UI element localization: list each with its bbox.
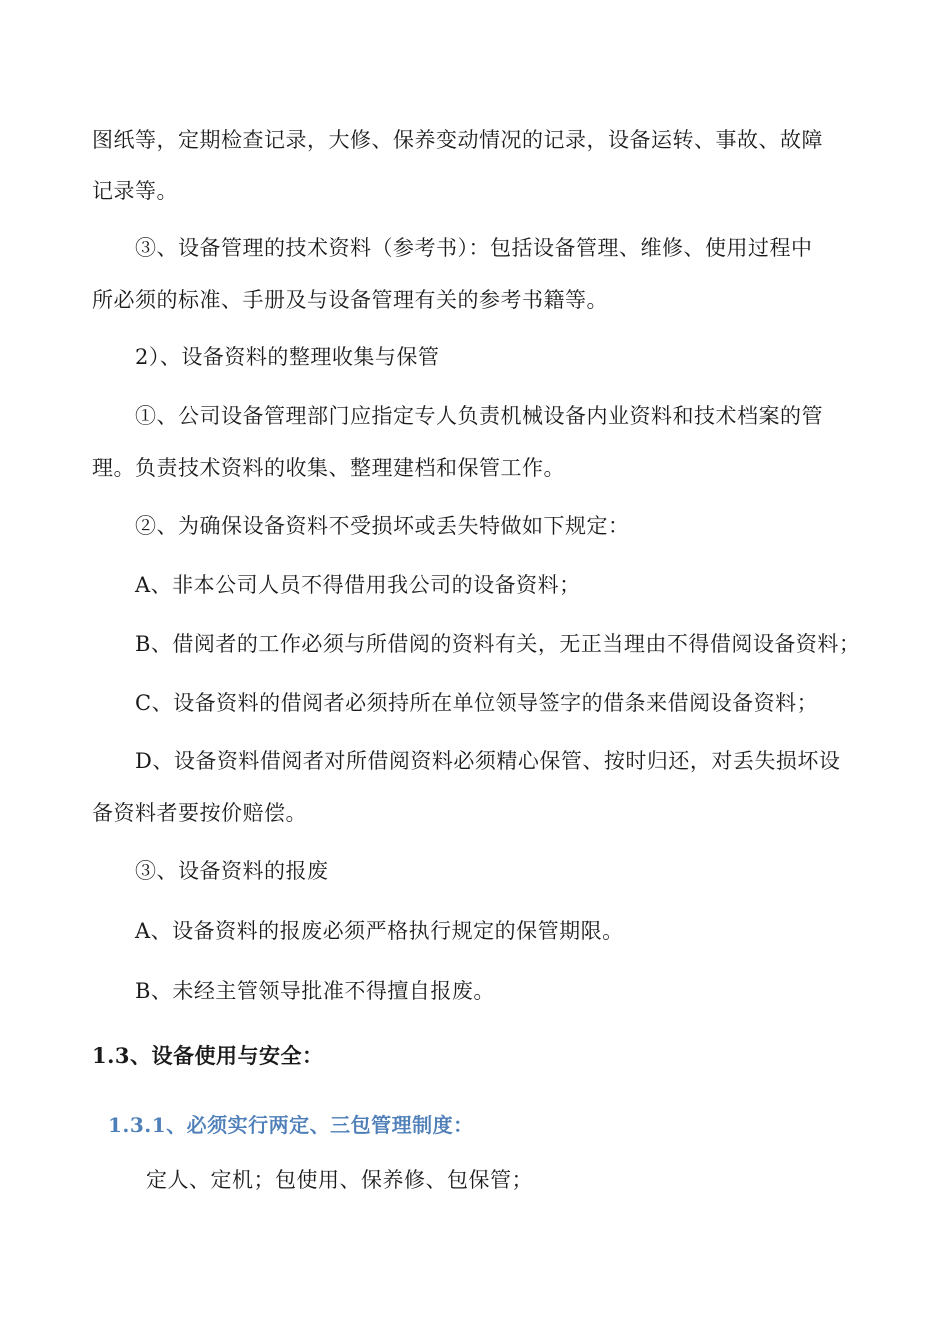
body-text-line: 定人、定机；包使用、保养修、包保管； [146,1168,533,1192]
list-item-3-technical-references: ③、设备管理的技术资料（参考书）：包括设备管理、维修、使用过程中 [135,236,813,260]
rule-d: D、设备资料借阅者对所借阅资料必须精心保管、按时归还，对丢失损坏设 [135,749,841,773]
section-1-3-heading: 1.3、设备使用与安全： [92,1043,324,1068]
rule-c: C、设备资料的借阅者必须持所在单位领导签字的借条来借阅设备资料； [135,691,819,715]
disposal-rule-a: A、设备资料的报废必须严格执行规定的保管期限。 [135,919,624,943]
list-item-3-disposal: ③、设备资料的报废 [135,859,329,883]
rule-a: A、非本公司人员不得借用我公司的设备资料； [135,573,581,597]
body-text-line: 理。负责技术资料的收集、整理建档和保管工作。 [92,456,565,480]
list-item-1-department: ①、公司设备管理部门应指定专人负责机械设备内业资料和技术档案的管 [135,404,823,428]
body-text-line: 图纸等，定期检查记录，大修、保养变动情况的记录，设备运转、事故、故障 [92,128,823,152]
list-item-2-regulations: ②、为确保设备资料不受损坏或丢失特做如下规定： [135,514,630,538]
body-text-line: 所必须的标准、手册及与设备管理有关的参考书籍等。 [92,288,608,312]
section-2-heading: 2）、设备资料的整理收集与保管 [135,345,440,369]
body-text-line: 记录等。 [92,179,178,203]
section-1-3-1-heading: 1.3.1、必须实行两定、三包管理制度： [108,1113,474,1137]
rule-b: B、借阅者的工作必须与所借阅的资料有关，无正当理由不得借阅设备资料； [135,632,861,656]
disposal-rule-b: B、未经主管领导批准不得擅自报废。 [135,979,495,1003]
body-text-line: 备资料者要按价赔偿。 [92,801,307,825]
